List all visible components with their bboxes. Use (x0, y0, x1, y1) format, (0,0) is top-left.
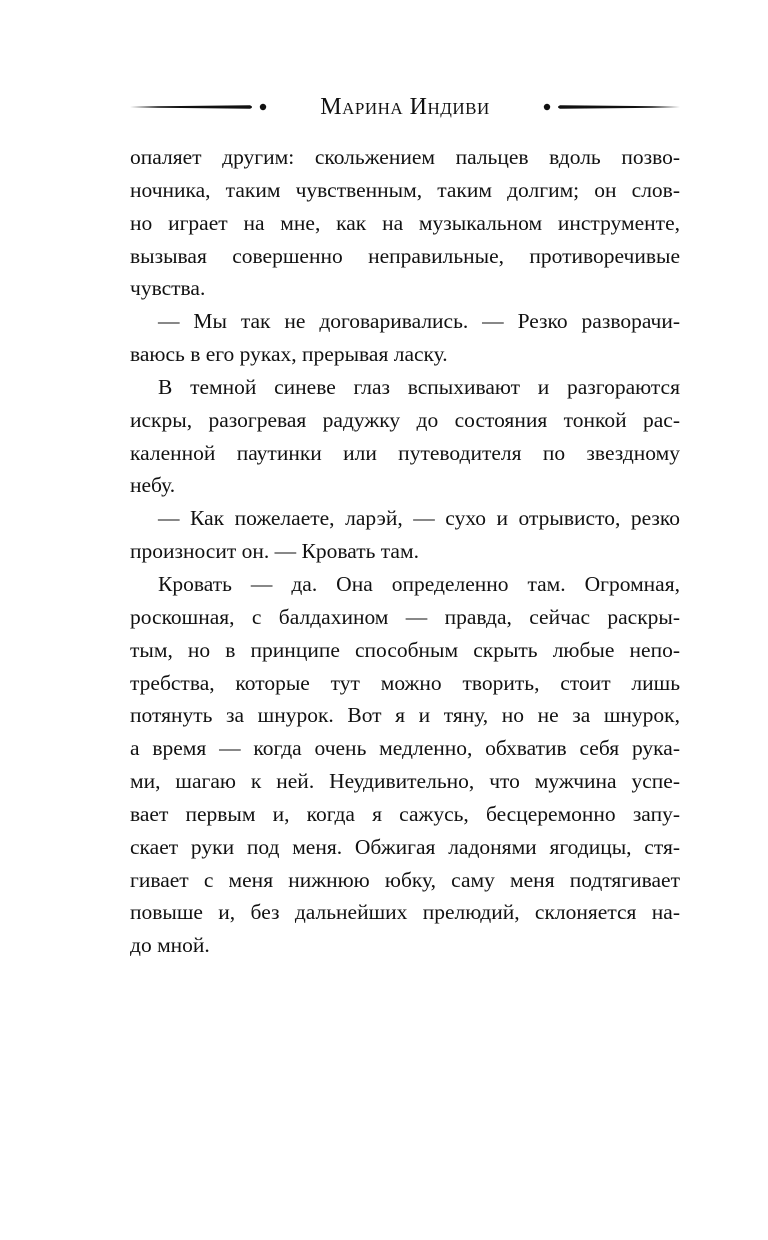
text-line: каленной паутинки или путеводителя по звездному (130, 440, 680, 465)
text-line: Кровать — да. Она определенно там. Огромная, (158, 571, 680, 596)
text-line: — Мы так не договаривались. — Резко разворачи- (158, 309, 680, 334)
body-text (130, 141, 680, 962)
text-line: произносит он. — Кровать там. (130, 539, 419, 564)
running-header (130, 92, 680, 122)
text-line: искры, разогревая радужку до состояния тонкой рас- (130, 407, 680, 432)
text-line: скает руки под меня. Обжигая ладонями ягодицы, стя- (130, 834, 680, 859)
text-line: повыше и, без дальнейших прелюдий, склоняется на- (130, 900, 680, 925)
text-line: ночника, таким чувственным, таким долгим; он слов- (130, 177, 680, 202)
text-line: но играет на мне, как на музыкальном инструменте, (130, 210, 680, 235)
text-line: ваюсь в его руках, прерывая ласку. (130, 342, 448, 367)
text-line: роскошная, с балдахином — правда, сейчас раскры- (130, 604, 680, 629)
text-line: вызывая совершенно неправильные, противоречивые (130, 243, 680, 268)
text-line: требства, которые тут можно творить, стоит лишь (130, 670, 680, 695)
text-line: вает первым и, когда я сажусь, бесцеремонно запу- (130, 801, 680, 826)
text-line: ми, шагаю к ней. Неудивительно, что мужчина успе- (130, 769, 680, 794)
text-line: чувства. (130, 276, 206, 301)
text-line: потянуть за шнурок. Вот я и тяну, но не за шнурок, (130, 703, 680, 728)
text-line: небу. (130, 473, 176, 498)
text-line: до мной. (130, 933, 210, 958)
text-line: — Как пожелаете, ларэй, — сухо и отрывисто, резко (158, 506, 680, 531)
text-line: гивает с меня нижнюю юбку, саму меня подтягивает (130, 867, 680, 892)
ornamental-rule-left (130, 99, 270, 115)
running-header-author: Марина Индиви (320, 94, 490, 120)
text-line: В темной синеве глаз вспыхивают и разгораются (158, 374, 680, 399)
text-line: тым, но в принципе способным скрыть любые непо- (130, 637, 680, 662)
text-line: опаляет другим: скольжением пальцев вдоль позво- (130, 145, 680, 169)
text-line: а время — когда очень медленно, обхватив себя рука- (130, 736, 680, 761)
ornamental-rule-right (540, 99, 680, 115)
